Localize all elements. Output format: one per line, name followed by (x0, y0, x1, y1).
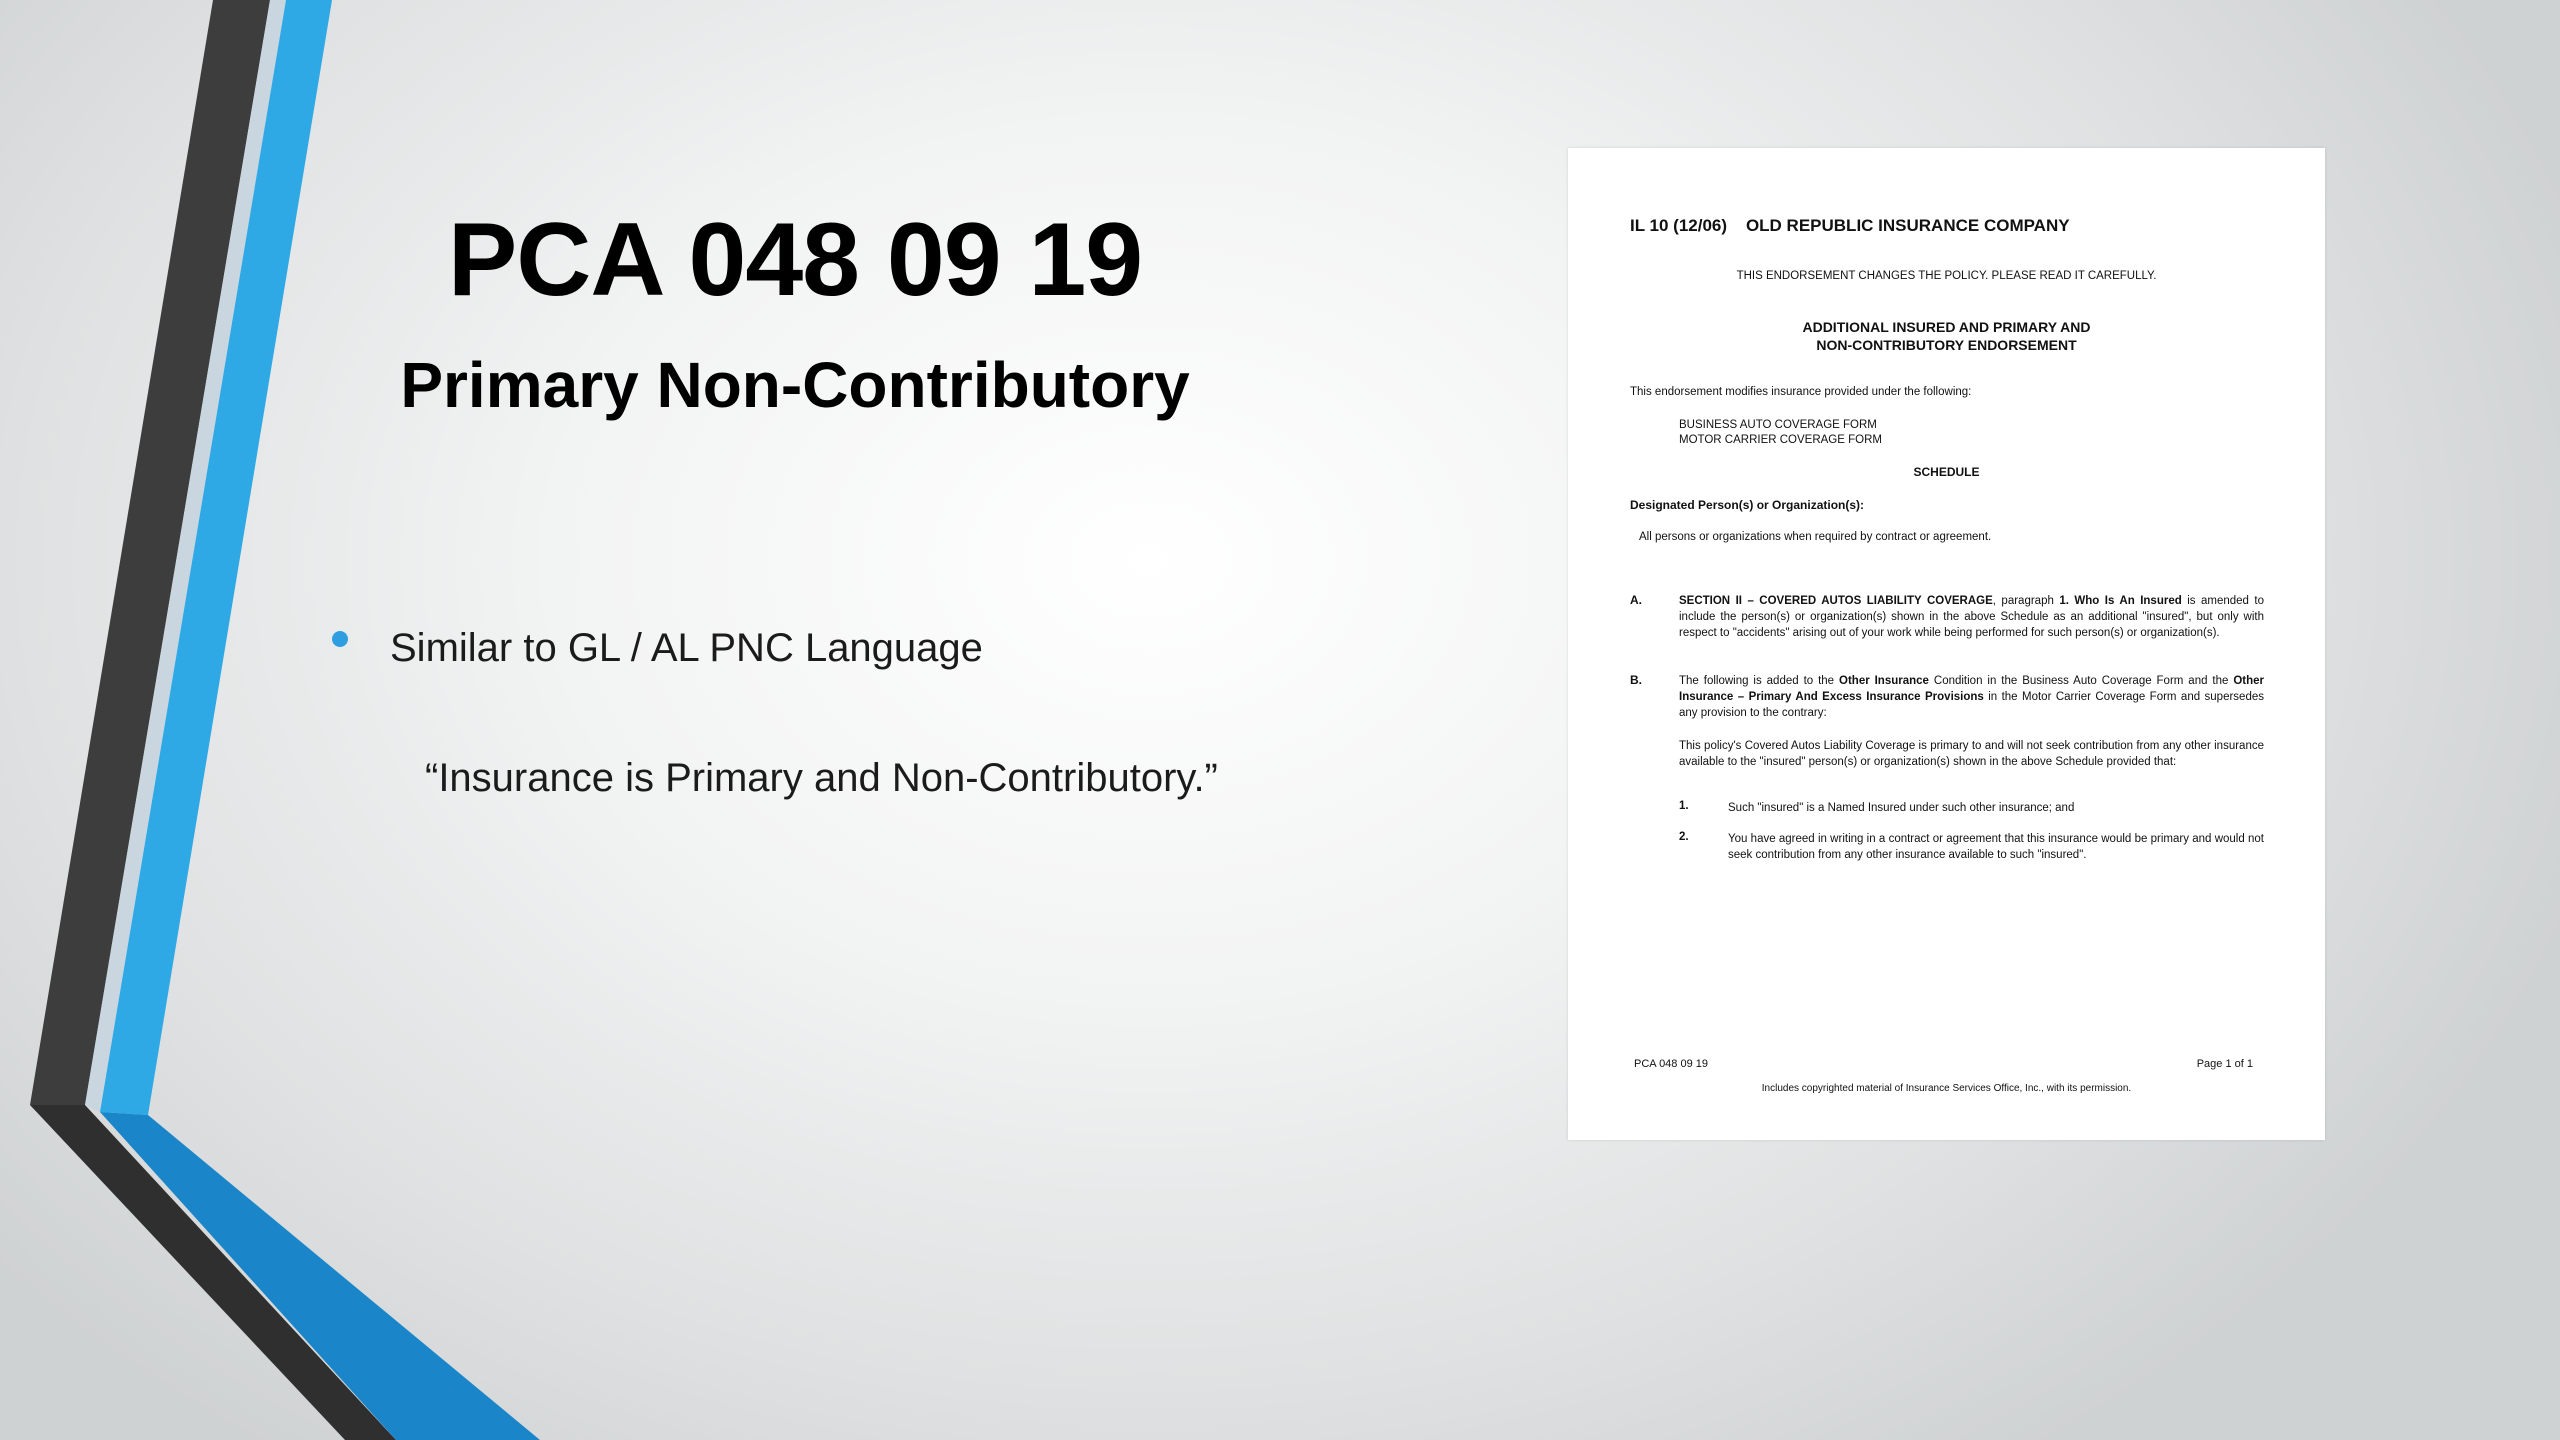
section-b-label: B. (1630, 673, 1642, 687)
slide-subtitle: Primary Non-Contributory (400, 349, 1190, 421)
form-id: IL 10 (12/06) (1630, 216, 1728, 235)
item-2-text: You have agreed in writing in a contract or agreement that this insurance would be primary and would not seek contribution from any other insurance available to such "insured". (1728, 833, 2264, 861)
document-footer-right: Page 1 of 1 (2196, 1058, 2253, 1070)
section-b-bold: Other Insurance (1839, 675, 1929, 687)
section-b-run: The following is added to the (1679, 675, 1840, 687)
section-b-run: in the Motor Carrier Coverage Form and supersedes any provision to the contrary: (1679, 691, 2264, 719)
schedule-heading: SCHEDULE (1913, 465, 1980, 479)
quote-text: “Insurance is Primary and Non-Contributory.” (425, 756, 1218, 800)
coverage-forms (1679, 418, 1882, 448)
document-intro: This endorsement modifies insurance provided under the following: (1630, 386, 1972, 398)
company-name: OLD REPUBLIC INSURANCE COMPANY (1745, 216, 2070, 235)
item-1-label: 1. (1679, 800, 1689, 812)
section-b-run: Condition in the Business Auto Coverage Form and the (1928, 675, 2234, 687)
document-notice: THIS ENDORSEMENT CHANGES THE POLICY. PLEASE READ IT CAREFULLY. (1736, 270, 2157, 282)
section-a-bold: SECTION II – COVERED AUTOS LIABILITY COVERAGE (1679, 595, 1993, 607)
document-title-line1: ADDITIONAL INSURED AND PRIMARY AND (1802, 319, 2091, 335)
section-a-bold: 1. Who Is An Insured (2059, 595, 2182, 607)
coverage-form-item: BUSINESS AUTO COVERAGE FORM (1679, 419, 1877, 431)
bullet-icon (332, 631, 348, 647)
item-1-text: Such "insured" is a Named Insured under such other insurance; and (1728, 802, 2075, 814)
bullet-text: Similar to GL / AL PNC Language (390, 626, 983, 670)
section-a-text (1679, 593, 2264, 641)
section-a-run: , paragraph (1992, 595, 2060, 607)
section-b-paragraph: This policy's Covered Autos Liability Coverage is primary to and will not seek contribution from any other insurance available to the "insured" person(s) or organization(s) shown in the above Schedule provided that: (1679, 740, 2264, 768)
endorsement-document (1568, 148, 2325, 1140)
designated-value: All persons or organizations when required by contract or agreement. (1639, 531, 1992, 543)
document-header (1630, 216, 2070, 236)
section-a-run: is amended to include the person(s) or organization(s) shown in the above Schedule as an additional "insured", but only with respect to "accidents" arising out of your work while being performed for such person(s) or organization(s). (1679, 595, 2265, 639)
document-footer-left: PCA 048 09 19 (1634, 1058, 1709, 1070)
section-b-bold: Other Insurance – Primary And Excess Insurance Provisions (1679, 675, 2264, 703)
item-2-label: 2. (1679, 831, 1689, 843)
document-copyright: Includes copyrighted material of Insurance Services Office, Inc., with its permission. (1761, 1083, 2132, 1094)
document-title-line2: NON-CONTRIBUTORY ENDORSEMENT (1816, 337, 2077, 353)
section-a-label: A. (1630, 593, 1642, 607)
slide-title: PCA 048 09 19 (447, 202, 1143, 318)
coverage-form-item: MOTOR CARRIER COVERAGE FORM (1679, 434, 1882, 446)
document-title (1568, 318, 2325, 354)
designated-label: Designated Person(s) or Organization(s): (1630, 498, 1865, 512)
dark-lower-stroke (30, 1105, 396, 1440)
section-b-text (1679, 673, 2264, 721)
